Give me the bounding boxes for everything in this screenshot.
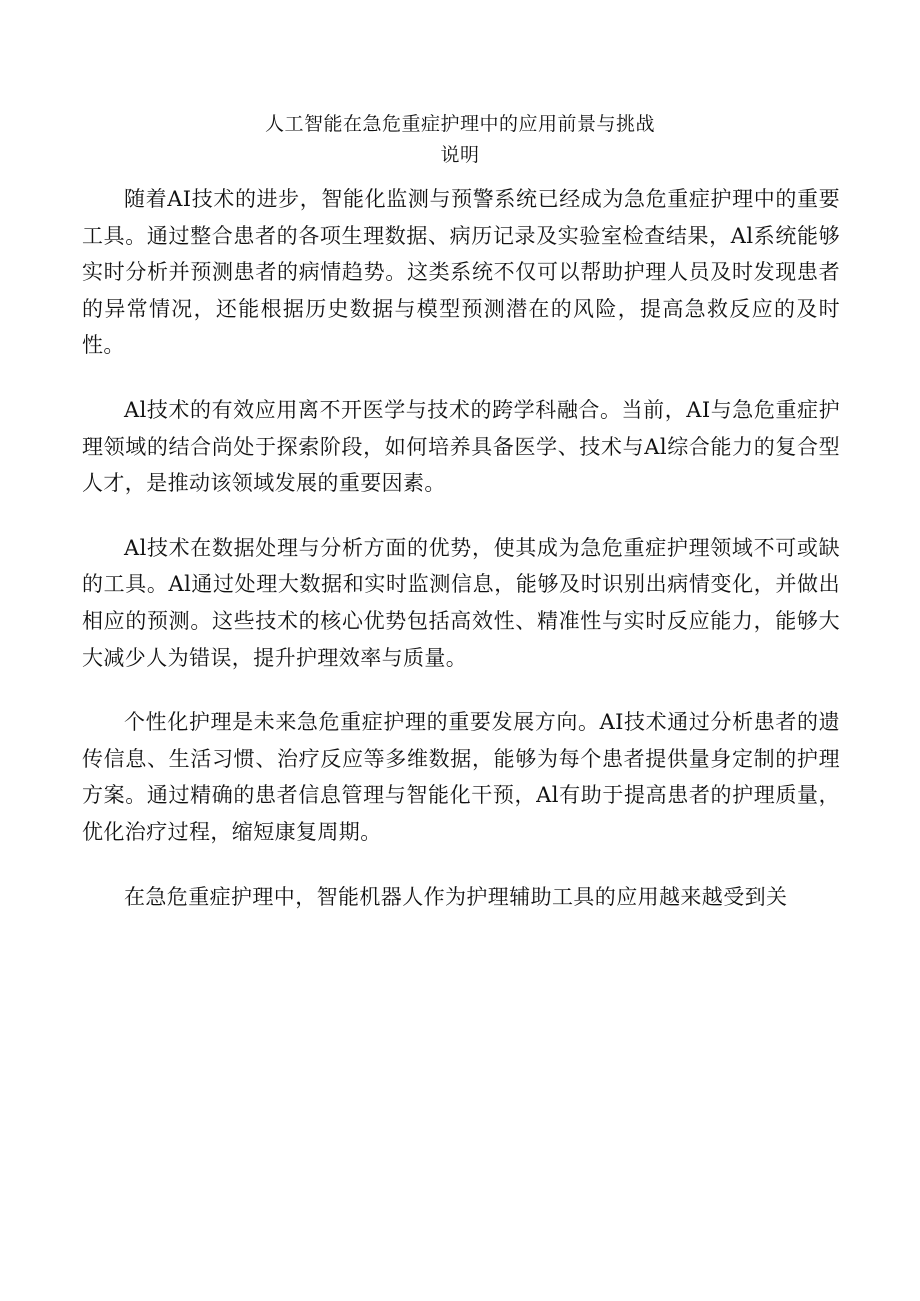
document-body <box>82 181 840 943</box>
paragraph: 个性化护理是未来急危重症护理的重要发展方向。AI技术通过分析患者的遗传信息、生活习惯、治疗反应等多维数据，能够为每个患者提供量身定制的护理方案。通过精确的患者信息管理与智能化干预，Al有助于提高患者的护理质量，优化治疗过程，缩短康复周期。 <box>82 710 840 844</box>
paragraph: 在急危重症护理中，智能机器人作为护理辅助工具的应用越来越受到关 <box>124 884 788 909</box>
document-title: 人工智能在急危重症护理中的应用前景与挑战 <box>264 113 655 135</box>
paragraph: 随着AI技术的进步，智能化监测与预警系统已经成为急危重症护理中的重要工具。通过整合患者的各项生理数据、病历记录及实验室检查结果，Al系统能够实时分析并预测患者的病情趋势。这类系统不仅可以帮助护理人员及时发现患者的异常情况，还能根据历史数据与模型预测潜在的风险，提高急救反应的及时性。 <box>82 187 840 358</box>
paragraph: Al技术在数据处理与分析方面的优势，使其成为急危重症护理领域不可或缺的工具。Al通过处理大数据和实时监测信息，能够及时识别出病情变化，并做出相应的预测。这些技术的核心优势包括高效性、精准性与实时反应能力，能够大大减少人为错误，提升护理效率与质量。 <box>82 535 840 670</box>
document-subtitle: 说明 <box>440 144 480 166</box>
paragraph: Al技术的有效应用离不开医学与技术的跨学科融合。当前，AI与急危重症护理领域的结合尚处于探索阶段，如何培养具备医学、技术与Al综合能力的复合型人才，是推动该领域发展的重要因素。 <box>82 397 840 496</box>
